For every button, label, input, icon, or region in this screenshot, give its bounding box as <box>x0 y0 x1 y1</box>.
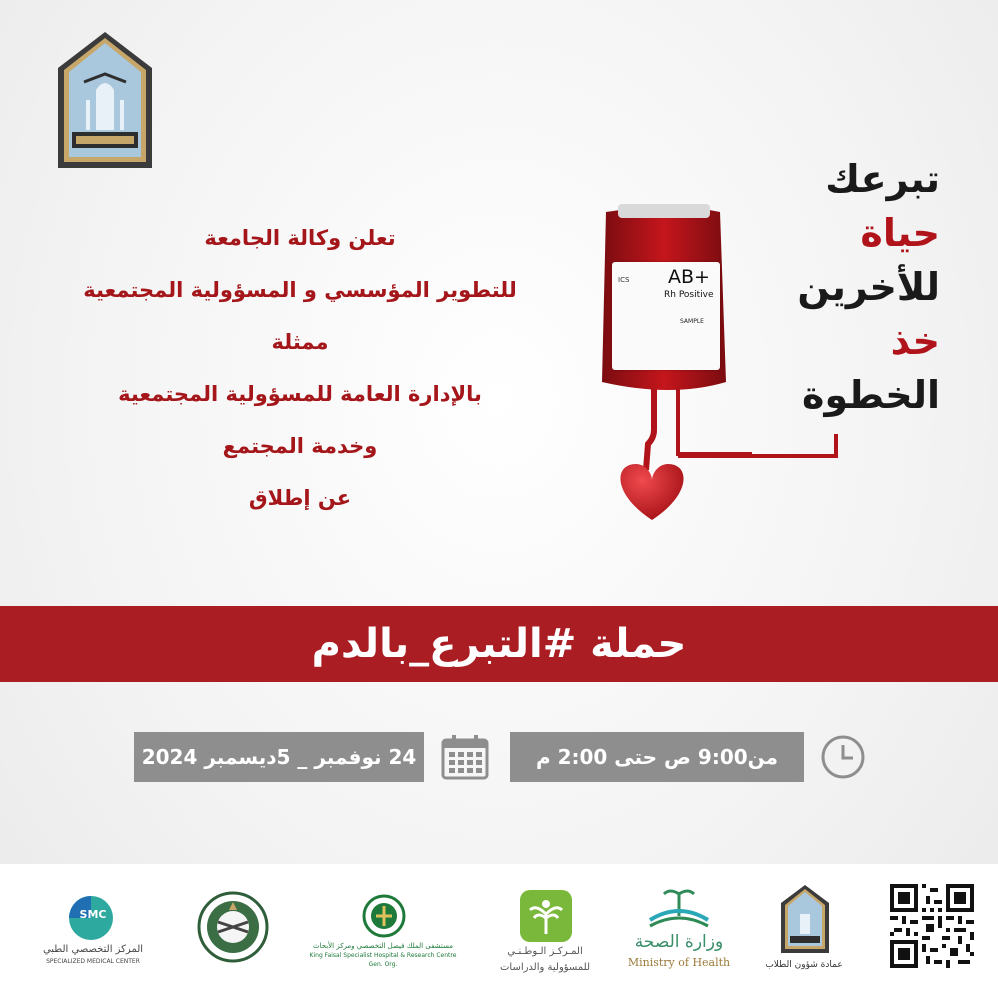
partner-ncsr <box>480 864 610 998</box>
kfsh-name-en: King Faisal Specialist Hospital & Research Centre <box>309 952 457 959</box>
label-sample: SAMPLE <box>680 318 704 325</box>
smc-abbr: SMC <box>79 908 107 921</box>
campaign-banner <box>0 606 998 682</box>
blood-bag-label <box>612 262 720 370</box>
smc-name-en: SPECIALIZED MEDICAL CENTER <box>46 958 140 965</box>
announcement-line: ممثلة <box>271 330 329 354</box>
partner-moh <box>624 864 734 998</box>
clock-icon <box>820 734 866 780</box>
ncsr-name-1: المـركـز الـوطـنـي <box>507 946 583 957</box>
announcement-line: بالإدارة العامة للمسؤولية المجتمعية <box>118 382 482 406</box>
partner-national-guard <box>188 864 278 998</box>
blood-type-text: AB+ <box>668 266 710 288</box>
time-range: من9:00 ص حتى 2:00 م <box>510 732 804 782</box>
announcement-line: للتطوير المؤسسي و المسؤولية المجتمعية <box>83 278 517 302</box>
calendar-icon <box>440 734 490 780</box>
partner-deanship <box>754 864 854 998</box>
qr-code[interactable] <box>890 884 974 968</box>
slogan-line: تبرعك <box>825 157 940 201</box>
moh-name-en: Ministry of Health <box>627 956 731 969</box>
tube-line <box>678 434 838 464</box>
partner-kfsh <box>308 864 458 998</box>
ncsr-logo <box>518 888 574 944</box>
partner-smc <box>28 864 158 998</box>
kfsh-org: Gen. Org. <box>368 961 398 968</box>
national-guard-emblem <box>196 890 270 964</box>
rh-factor-text: Rh Positive <box>664 290 714 300</box>
kfsh-name-ar: مستشفى الملك فيصل التخصصي ومركز الأبحاث <box>312 942 454 950</box>
moh-logo <box>644 886 714 932</box>
slogan <box>770 152 940 422</box>
deanship-name: عمادة شؤون الطلاب <box>765 960 843 970</box>
kfsh-logo <box>362 894 406 938</box>
partners-footer <box>0 864 998 998</box>
slogan-line: خذ <box>890 319 940 363</box>
announcement-line: وخدمة المجتمع <box>222 434 378 458</box>
announcement-line: تعلن وكالة الجامعة <box>204 226 396 250</box>
label-brand: ICS <box>618 276 630 284</box>
announcement-line: عن إطلاق <box>248 486 352 510</box>
announcement-text <box>60 212 540 524</box>
slogan-line: حياة <box>860 211 940 255</box>
university-logo <box>56 30 154 170</box>
moh-name-ar: وزارة الصحة <box>634 932 724 952</box>
deanship-logo <box>780 884 830 954</box>
slogan-line: للأخرين <box>797 265 940 309</box>
smc-name-ar: المركز التخصصي الطبي <box>42 944 144 955</box>
slogan-line: الخطوة <box>802 373 940 417</box>
date-range: 24 نوفمبر _ 5ديسمبر 2024 <box>134 732 424 782</box>
campaign-title: حملة #التبرع_بالدم <box>311 621 687 667</box>
ncsr-name-2: للمسؤولية والدراسات <box>499 962 590 973</box>
